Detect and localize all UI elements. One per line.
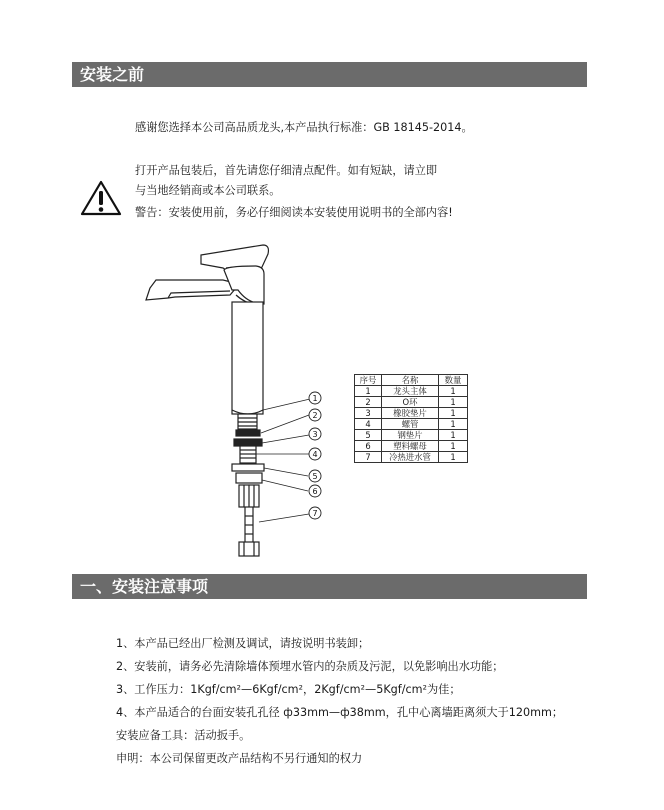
callout-label: 2	[312, 411, 318, 420]
cell: 3	[355, 408, 382, 419]
callout-label: 6	[312, 487, 318, 496]
table-row	[355, 452, 468, 463]
cell: 1	[439, 452, 468, 463]
cell: 塑料螺母	[382, 441, 439, 452]
note-disclaimer: 申明：本公司保留更改产品结构不另行通知的权力	[116, 752, 363, 765]
cell: 1	[439, 419, 468, 430]
cell: 1	[439, 397, 468, 408]
parts-table	[354, 374, 468, 463]
cell: 7	[355, 452, 382, 463]
cell: 1	[439, 430, 468, 441]
warning-triangle-icon	[80, 180, 122, 216]
header-name: 名称	[382, 375, 439, 386]
faucet-exploded-diagram	[138, 240, 338, 570]
cell: 1	[355, 386, 382, 397]
table-row	[355, 408, 468, 419]
table-row	[355, 419, 468, 430]
cell: 1	[439, 408, 468, 419]
cell: 2	[355, 397, 382, 408]
cell: 龙头主体	[382, 386, 439, 397]
table-row	[355, 441, 468, 452]
cell: 4	[355, 419, 382, 430]
note-item-3: 3、工作压力：1Kgf/cm²—6Kgf/cm²，2Kgf/cm²—5Kgf/cm²为佳；	[116, 683, 461, 696]
note-tools: 安装应备工具：活动扳手。	[116, 729, 251, 742]
callout-label: 4	[312, 450, 318, 459]
parts-table-header	[355, 375, 468, 386]
callout-label: 7	[312, 509, 318, 518]
section-title-before-install: 安装之前	[72, 62, 587, 87]
note-item-4: 4、本产品适合的台面安装孔孔径 ф33mm—ф38mm，孔中心离墙距离须大于120mm；	[116, 706, 564, 719]
note-item-2: 2、安装前，请务必先清除墙体预埋水管内的杂质及污泥，以免影响出水功能；	[116, 660, 504, 673]
cell: 5	[355, 430, 382, 441]
cell: 1	[439, 386, 468, 397]
intro-thanks-text: 感谢您选择本公司高品质龙头,本产品执行标准：GB 18145-2014。	[135, 121, 473, 134]
intro-open-line1: 打开产品包装后，首先请您仔细清点配件。如有短缺，请立即	[135, 164, 438, 177]
cell: 6	[355, 441, 382, 452]
warning-text: 警告：安装使用前，务必仔细阅读本安装使用说明书的全部内容!	[135, 206, 453, 219]
callout-label: 3	[312, 430, 318, 439]
callout-label: 5	[312, 472, 318, 481]
callout-label: 1	[312, 394, 318, 403]
intro-open-line2: 与当地经销商或本公司联系。	[135, 184, 281, 197]
table-row	[355, 430, 468, 441]
table-row	[355, 397, 468, 408]
header-qty: 数量	[439, 375, 468, 386]
header-no: 序号	[355, 375, 382, 386]
cell: 1	[439, 441, 468, 452]
cell: 冷热进水管	[382, 452, 439, 463]
cell: O环	[382, 397, 439, 408]
callout-leaders	[256, 399, 310, 522]
section-title-precautions: 一、安装注意事项	[72, 574, 587, 599]
cell: 橡胶垫片	[382, 408, 439, 419]
table-row	[355, 386, 468, 397]
cell: 钢垫片	[382, 430, 439, 441]
cell: 螺管	[382, 419, 439, 430]
note-item-1: 1、本产品已经出厂检测及调试，请按说明书装卸；	[116, 637, 370, 650]
faucet-drawing	[146, 245, 268, 556]
